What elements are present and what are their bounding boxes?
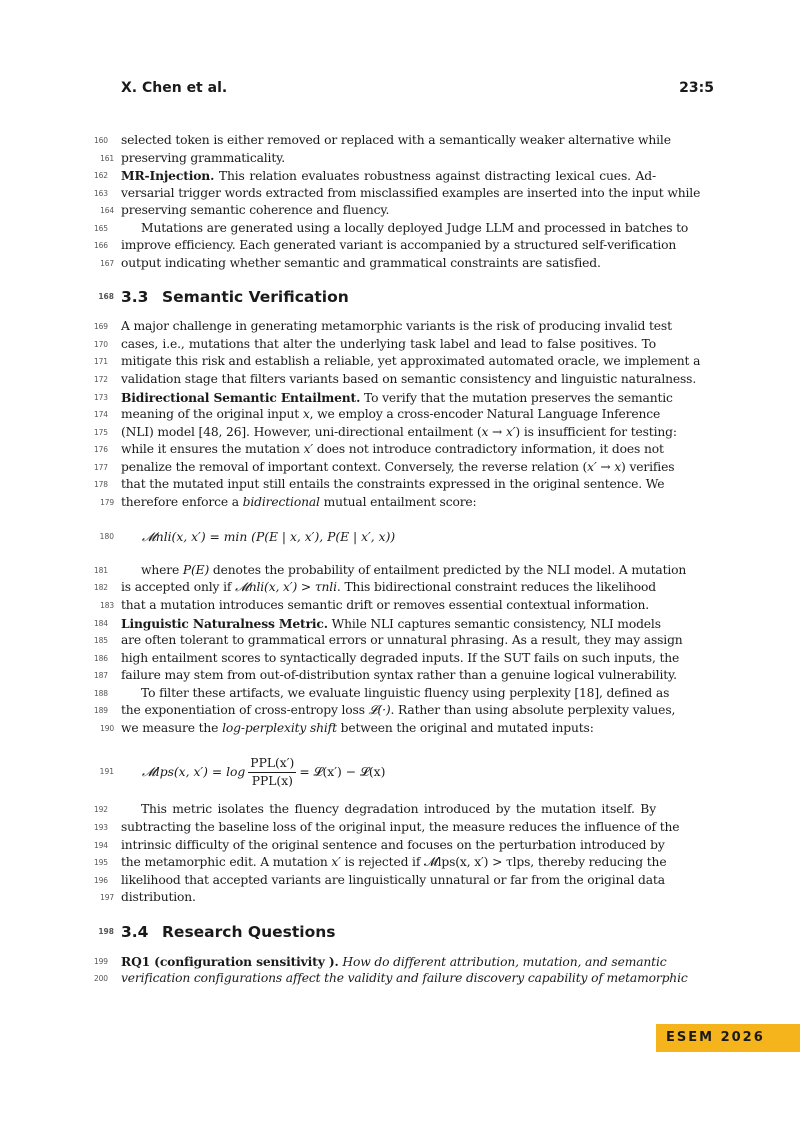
line-number: 176: [94, 445, 108, 455]
inline-math: log-perplexity shift: [222, 720, 337, 735]
section-number: 3.4: [121, 922, 149, 941]
text-run: selected token is either removed or replaced with a semantically weaker alternative while: [121, 133, 671, 147]
line-number: 185: [94, 636, 108, 646]
text-run: are often tolerant to grammatical errors or unnatural phrasing. As a result, they may assign: [121, 633, 683, 648]
equation-fraction: [248, 756, 296, 789]
text-line: [94, 132, 671, 150]
text-line: [94, 318, 672, 336]
text-line: [94, 615, 661, 633]
line-number: 162: [94, 171, 108, 181]
text-line: [94, 837, 665, 855]
line-number: 186: [94, 653, 108, 663]
line-number: 200: [94, 974, 108, 984]
text-line: [94, 819, 680, 837]
line-number: 173: [94, 392, 108, 402]
line-number: 189: [94, 706, 108, 716]
equation-text: 𝓜nli(x, x′) = min (P(E | x, x′), P(E | x′, x)): [142, 529, 396, 544]
text-run: . This bidirectional constraint reduces the likelihood: [336, 580, 656, 595]
text-run: A major challenge in generating metamorphic variants is the risk of producing invalid test: [121, 319, 672, 334]
text-line: [100, 889, 656, 907]
line-number: 178: [94, 480, 108, 490]
text-line: [94, 562, 687, 580]
text-run: To verify that the mutation preserves the semantic: [360, 390, 673, 405]
paper-body: [94, 132, 701, 988]
line-number: 177: [94, 462, 108, 472]
text-run: where: [141, 562, 183, 577]
text-line: [94, 632, 683, 650]
text-run: versarial trigger words extracted from misclassified examples are inserted into the input while: [121, 185, 701, 200]
line-number: 191: [99, 767, 114, 777]
text-run: likelihood that accepted variants are linguistically unnatural or far from the original data: [121, 872, 665, 887]
line-number: 166: [94, 241, 108, 251]
equation-lps: [99, 753, 656, 791]
line-number: 164: [100, 206, 114, 216]
text-line: [94, 801, 656, 819]
venue-badge: ESEM 2026: [656, 1024, 800, 1052]
line-number: 198: [98, 926, 114, 936]
text-line: [100, 150, 656, 168]
text-line: [100, 597, 656, 615]
line-number: 182: [94, 583, 108, 593]
text-line: [94, 667, 677, 685]
line-number: 194: [94, 840, 108, 850]
line-number: 170: [94, 339, 108, 349]
text-line: [94, 371, 697, 389]
text-run: cases, i.e., mutations that alter the underlying task label and lead to false positives. To: [121, 336, 656, 351]
text-line: [94, 185, 701, 203]
inline-math: bidirectional: [242, 494, 320, 509]
line-number: 199: [94, 956, 108, 966]
text-line: [94, 389, 673, 407]
inline-math: P(E): [182, 562, 210, 577]
line-number: 165: [94, 223, 108, 233]
paragraph-block-nli-naturalness: [94, 562, 687, 737]
text-run: does not introduce contradictory information, it does not: [313, 442, 664, 457]
run-in-heading: Bidirectional Semantic Entailment.: [121, 389, 361, 405]
text-run: , we employ a cross-encoder Natural Language Inference: [309, 407, 661, 422]
line-number: 180: [99, 532, 114, 542]
line-number: 196: [94, 875, 108, 885]
text-line: [94, 970, 688, 988]
line-number: 192: [94, 805, 108, 815]
text-run: preserving semantic coherence and fluency.: [121, 203, 390, 218]
text-run: mitigate this risk and establish a reliable, yet approximated automated oracle, we implement a: [121, 354, 701, 369]
text-line: [94, 441, 664, 459]
text-line: [94, 854, 667, 872]
inline-math: x′: [331, 855, 341, 870]
text-run: is rejected if 𝓜lps(x, x′) > τlps, thereby reducing the: [340, 855, 667, 870]
line-number: 195: [94, 858, 108, 868]
text-run: distribution.: [121, 890, 196, 905]
inline-math: x′ → x: [587, 459, 622, 474]
text-run: between the original and mutated inputs:: [336, 720, 594, 735]
text-run: improve efficiency. Each generated variant is accompanied by a structured self-verification: [121, 238, 677, 253]
text-run: the metamorphic edit. A mutation: [121, 855, 332, 870]
text-run: ) is insufficient for testing:: [515, 424, 677, 439]
text-run: penalize the removal of important context. Conversely, the reverse relation (: [121, 459, 588, 474]
line-number: 163: [94, 188, 108, 198]
inline-math: x′: [303, 442, 314, 457]
text-line: [100, 202, 656, 220]
text-line: [94, 167, 656, 185]
line-number: 181: [94, 565, 108, 575]
text-run: high entailment scores to syntactically degraded inputs. If the SUT fails on such inputs, the: [121, 650, 680, 665]
text-run: Mutations are generated using a locally deployed Judge LLM and processed in batches to: [141, 220, 689, 235]
text-run: To filter these artifacts, we evaluate linguistic fluency using perplexity [18], defined as: [141, 685, 670, 700]
text-run: While NLI captures semantic consistency, NLI models: [327, 616, 661, 631]
fraction-numerator: PPL(x′): [248, 756, 296, 773]
text-run: that the mutated input still entails the constraints expressed in the original sentence. We: [121, 477, 665, 492]
line-number: 171: [94, 357, 108, 367]
text-run: that a mutation introduces semantic drift or removes essential contextual information.: [121, 598, 650, 613]
text-run: (NLI) model [48, 26]. However, uni-directional entailment (: [121, 424, 482, 439]
line-number: 179: [100, 497, 114, 507]
text-run: failure may stem from out-of-distribution syntax rather than a genuine logical vulnerability.: [121, 668, 677, 683]
text-run: denotes the probability of entailment predicted by the NLI model. A mutation: [209, 562, 687, 577]
text-line: [94, 237, 677, 255]
line-number: 161: [100, 153, 114, 163]
line-number: 167: [100, 258, 114, 268]
text-line: [100, 720, 656, 738]
line-number: 168: [98, 292, 114, 302]
line-number: 169: [94, 322, 108, 332]
text-run: This relation evaluates robustness against distracting lexical cues. Ad-: [214, 169, 656, 184]
text-run: therefore enforce a: [121, 494, 243, 509]
text-line: [94, 220, 689, 238]
line-number: 184: [94, 618, 108, 628]
text-run: validation stage that filters variants based on semantic consistency and linguistic naturalness.: [121, 372, 697, 387]
text-line: [94, 579, 656, 597]
line-number: 174: [94, 410, 108, 420]
running-header-authors: X. Chen et al.: [121, 80, 228, 96]
line-number: 197: [100, 893, 114, 903]
text-run: . Rather than using absolute perplexity values,: [390, 703, 676, 718]
text-run: we measure the: [121, 720, 223, 735]
text-line: [94, 650, 680, 668]
text-run: mutual entailment score:: [319, 494, 477, 509]
text-run: is accepted only if: [121, 580, 236, 595]
text-run: ) verifies: [621, 459, 675, 474]
line-number: 183: [100, 601, 114, 611]
text-run: while it ensures the mutation: [121, 442, 304, 457]
run-in-heading: MR-Injection.: [121, 168, 215, 184]
line-number: 188: [94, 688, 108, 698]
line-number: 172: [94, 375, 108, 385]
paragraph-block-semantic-verification: [94, 318, 701, 511]
inline-math: 𝓛(·): [368, 703, 391, 718]
run-in-heading: RQ1 (configuration sensitivity ).: [121, 953, 339, 969]
inline-math: 𝓜nli(x, x′) > τnli: [235, 580, 337, 595]
text-line: [94, 353, 701, 371]
text-line: [94, 702, 676, 720]
inline-math: x: [302, 407, 310, 422]
paragraph-block-research-questions: [94, 953, 688, 988]
inline-math: verification configurations affect the validity and failure discovery capability of metamorphic: [121, 971, 688, 986]
paragraph-block-mutation: [94, 132, 701, 272]
text-line: [94, 685, 670, 703]
text-line: [94, 406, 661, 424]
section-title: Semantic Verification: [162, 288, 349, 307]
text-run: This metric isolates the fluency degradation introduced by the mutation itself. By: [141, 802, 656, 817]
line-number: 187: [94, 671, 108, 681]
run-in-heading: Linguistic Naturalness Metric.: [121, 615, 328, 631]
text-line: [100, 494, 656, 512]
text-line: [94, 424, 677, 442]
text-line: [94, 459, 675, 477]
text-run: preserving grammaticality.: [121, 150, 286, 165]
text-line: [94, 953, 667, 971]
text-run: meaning of the original input: [121, 407, 303, 422]
paragraph-block-metric: [94, 801, 680, 906]
section-heading-3-4: [98, 921, 656, 943]
line-number: 190: [100, 723, 114, 733]
running-header-page-number: 23:5: [679, 80, 714, 96]
section-heading-3-3: [98, 286, 656, 308]
text-run: subtracting the baseline loss of the original input, the measure reduces the influence of the: [121, 819, 680, 834]
equation-rhs: = 𝓛(x′) − 𝓛(x): [299, 764, 386, 779]
line-number: 160: [94, 136, 108, 145]
section-title: Research Questions: [162, 922, 336, 941]
line-number: 193: [94, 822, 108, 832]
text-line: [94, 476, 665, 494]
inline-math: How do different attribution, mutation, and semantic: [342, 954, 667, 969]
text-run: intrinsic difficulty of the original sentence and focuses on the perturbation introduced by: [121, 837, 665, 852]
inline-math: x → x′: [481, 424, 516, 439]
section-number: 3.3: [121, 288, 149, 307]
equation-nli: [99, 528, 656, 546]
fraction-denominator: PPL(x): [251, 773, 293, 788]
text-line: [100, 255, 656, 273]
text-line: [94, 336, 656, 354]
text-run: the exponentiation of cross-entropy loss: [121, 703, 369, 718]
line-number: 175: [94, 427, 108, 437]
equation-lhs: 𝓜lps(x, x′) = log: [142, 764, 246, 779]
text-run: output indicating whether semantic and grammatical constraints are satisfied.: [121, 255, 601, 270]
text-line: [94, 872, 665, 890]
